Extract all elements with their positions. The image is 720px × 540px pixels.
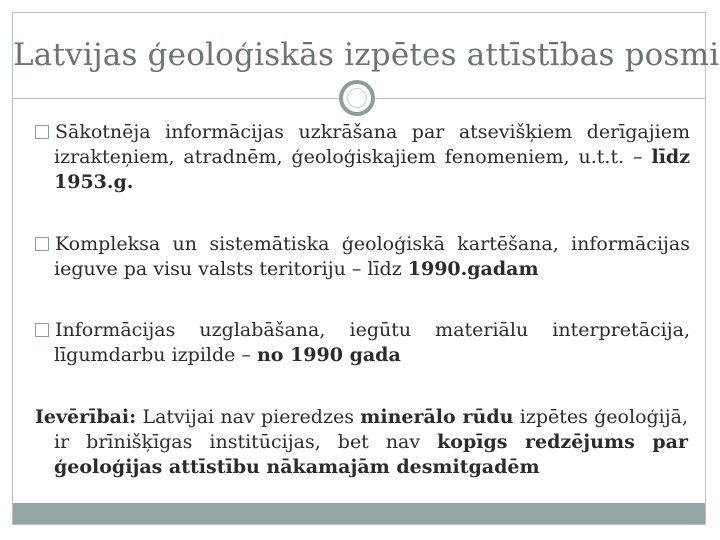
slide-title: Latvijas ģeoloģiskās izpētes attīstības posmi [13,37,720,73]
note-text-2: izpētes ģeoloģijā, ir brīnišķīgas institūcijas, bet nav [54,406,689,453]
ring-icon [339,80,375,116]
note-label: Ievērībai: [35,406,137,428]
bullet-item-1 [35,120,690,195]
square-bullet-icon [35,237,49,251]
bullet-item-2 [35,232,690,282]
bullet-text: Informācijas uzglabāšana, iegūtu materiālu interpretācija, līgumdarbu izpilde – [54,319,690,366]
note-text-1: Latvijai nav pieredzes [136,406,361,428]
footer-bar [13,503,705,524]
note-emphasis-1: minerālo rūdu [360,406,514,428]
note-paragraph [35,405,688,480]
note-emphasis-2: kopīgs redzējums par ģeoloģijas attīstību nākamajām desmitgadēm [54,431,688,478]
bullet-text: Kompleksa un sistemātiska ģeoloģiskā kartēšana, informācijas ieguve pa visu valsts teritoriju – līdz [54,233,690,280]
bullet-emphasis: no 1990 gada [256,344,401,366]
bullet-item-3 [35,318,690,368]
square-bullet-icon [35,125,49,139]
bullet-text: Sākotnēja informācijas uzkrāšana par atsevišķiem derīgajiem izrakteņiem, atradnēm, ģeoloģiskajiem fenomeniem, u.t.t. – [54,121,690,168]
bullet-emphasis: 1990.gadam [407,258,539,280]
square-bullet-icon [35,323,49,337]
bullet-emphasis: līdz 1953.g. [54,146,690,193]
